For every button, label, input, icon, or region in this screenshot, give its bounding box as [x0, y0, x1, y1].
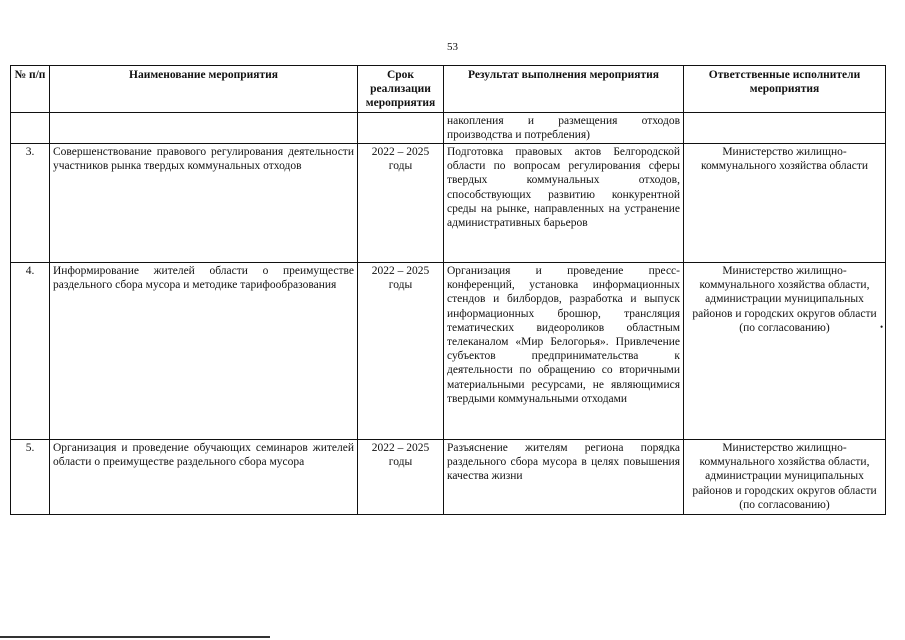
row-executors: Министерство жилищно-коммунального хозяйства области [684, 144, 886, 263]
row-term: 2022 – 2025 годы [358, 144, 444, 263]
header-name: Наименование мероприятия [50, 66, 358, 113]
row-num: 3. [11, 144, 50, 263]
scan-edge-line [0, 636, 270, 638]
continuation-result: накопления и размещения отходов производства и потребления) [444, 112, 684, 143]
row-result: Подготовка правовых актов Белгородской области по вопросам регулирования сферы твердых коммунальных отходов, способствующих развитию конкурентной среды на рынке, направленных на устранение административных барьеров [444, 144, 684, 263]
page-number: 53 [447, 41, 458, 53]
row-name: Организация и проведение обучающих семинаров жителей области о преимуществе раздельного сбора мусора [50, 440, 358, 515]
row-term: 2022 – 2025 годы [358, 440, 444, 515]
row-name: Информирование жителей области о преимуществе раздельного сбора мусора и методике тарифообразования [50, 263, 358, 440]
scan-mark: • [880, 322, 884, 332]
measures-table [10, 65, 886, 515]
header-num: № п/п [11, 66, 50, 113]
header-term: Срок реализации мероприятия [358, 66, 444, 113]
header-result: Результат выполнения мероприятия [444, 66, 684, 113]
table-row [11, 440, 886, 515]
row-term: 2022 – 2025 годы [358, 263, 444, 440]
row-executors: Министерство жилищно-коммунального хозяйства области, администрации муниципальных районов и городских округов области (по согласованию) [684, 263, 886, 440]
row-result: Организация и проведение пресс-конференций, установка информационных стендов и билбордов, разработка и выпуск информационных брошюр, трансляция тематических видеороликов областным телеканалом «Мир Белогорья». Привлечение субъектов предпринимательства к деятельности по обращению со вторичными материальными ресурсами, не являющимися твердыми коммунальными отходами [444, 263, 684, 440]
table-row-continuation [11, 112, 886, 143]
header-executors: Ответственные исполнители мероприятия [684, 66, 886, 113]
row-executors: Министерство жилищно-коммунального хозяйства области, администрации муниципальных районов и городских округов области (по согласованию) [684, 440, 886, 515]
row-num: 5. [11, 440, 50, 515]
table-row [11, 144, 886, 263]
row-num: 4. [11, 263, 50, 440]
row-result: Разъяснение жителям региона порядка раздельного сбора мусора в целях повышения качества жизни [444, 440, 684, 515]
row-name: Совершенствование правового регулирования деятельности участников рынка твердых коммунальных отходов [50, 144, 358, 263]
table-row [11, 263, 886, 440]
table-header-row [11, 66, 886, 113]
